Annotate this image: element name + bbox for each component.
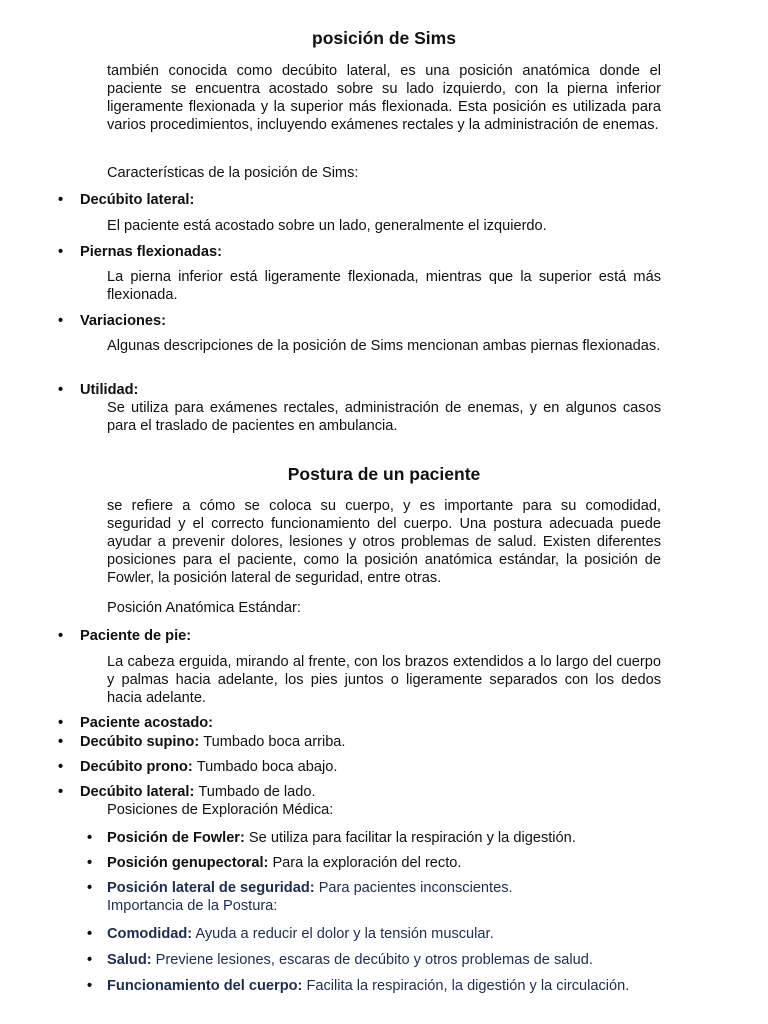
list-item-description: Tumbado de lado.: [198, 784, 316, 800]
section-title-sims: posición de Sims: [312, 28, 456, 48]
list-item-description: El paciente está acostado sobre un lado, generalmente el izquierdo.: [107, 218, 547, 234]
list-item-description: Tumbado boca arriba.: [203, 734, 346, 750]
list-item-description: Se utiliza para exámenes rectales, administración de enemas, y en algunos casos para el traslado de pacientes en ambulancia.: [107, 400, 661, 434]
list-item-term: Salud:: [107, 952, 152, 968]
list-item-term: Decúbito supino:: [80, 734, 200, 750]
sims-characteristics-heading: Características de la posición de Sims:: [107, 165, 359, 181]
list-item-description: Se utiliza para facilitar la respiración y la digestión.: [248, 830, 576, 846]
list-item-term: • Decúbito lateral:: [80, 191, 194, 209]
list-item: [80, 758, 337, 776]
sims-intro-paragraph: también conocida como decúbito lateral, es una posición anatómica donde el paciente se encuentra acostado sobre su lado izquierdo, con la pierna inferior ligeramente flexionada y la superior más flexionada. Esta posición es utilizada para varios procedimientos, incluyendo exámenes rectales y la administración de enemas.: [107, 63, 661, 133]
list-item: [107, 829, 576, 847]
list-item-description: Tumbado boca abajo.: [196, 759, 338, 775]
list-item-term: • Paciente acostado:: [80, 714, 213, 732]
list-item-description: Previene lesiones, escaras de decúbito y otros problemas de salud.: [155, 952, 593, 968]
list-item: [107, 977, 629, 995]
list-item-term: Posición genupectoral:: [107, 855, 269, 871]
importance-heading: Importancia de la Postura:: [107, 898, 278, 914]
list-item: [80, 783, 316, 801]
list-item-description: Facilita la respiración, la digestión y la circulación.: [306, 978, 630, 994]
section-title-posture: Postura de un paciente: [287, 464, 481, 484]
list-item-term: • Utilidad:: [80, 381, 138, 399]
list-item: [107, 854, 461, 872]
list-item-description: Para pacientes inconscientes.: [318, 880, 513, 896]
list-item-term: • Variaciones:: [80, 312, 166, 330]
list-item-description: Algunas descripciones de la posición de Sims mencionan ambas piernas flexionadas.: [107, 338, 661, 354]
list-item-term: Decúbito prono:: [80, 759, 193, 775]
anatomical-heading: Posición Anatómica Estándar:: [107, 600, 301, 616]
list-item: [80, 733, 345, 751]
exploration-heading: Posiciones de Exploración Médica:: [107, 802, 334, 818]
list-item: [107, 879, 513, 897]
list-item-term: • Piernas flexionadas:: [80, 243, 222, 261]
list-item-term: • Paciente de pie:: [80, 627, 191, 645]
list-item: [107, 925, 494, 943]
list-item-description: Ayuda a reducir el dolor y la tensión muscular.: [195, 926, 494, 942]
posture-intro-paragraph: se refiere a cómo se coloca su cuerpo, y es importante para su comodidad, seguridad y el correcto funcionamiento del cuerpo. Una postura adecuada puede ayudar a prevenir dolores, lesiones y otros problemas de salud. Existen diferentes posiciones para el paciente, como la posición anatómica estándar, la posición de Fowler, la posición lateral de seguridad, entre otras.: [107, 498, 661, 586]
list-item-term: Funcionamiento del cuerpo:: [107, 978, 303, 994]
list-item-term: Posición de Fowler:: [107, 830, 245, 846]
list-item-term: Decúbito lateral:: [80, 784, 195, 800]
list-item-description: La cabeza erguida, mirando al frente, con los brazos extendidos a lo largo del cuerpo y palmas hacia adelante, los pies juntos o ligeramente separados con los dedos hacia adelante.: [107, 654, 661, 706]
list-item-term: Comodidad:: [107, 926, 193, 942]
list-item: [107, 951, 593, 969]
list-item-description: La pierna inferior está ligeramente flexionada, mientras que la superior está más flexionada.: [107, 269, 661, 303]
list-item-term: Posición lateral de seguridad:: [107, 880, 315, 896]
list-item-description: Para la exploración del recto.: [272, 855, 462, 871]
